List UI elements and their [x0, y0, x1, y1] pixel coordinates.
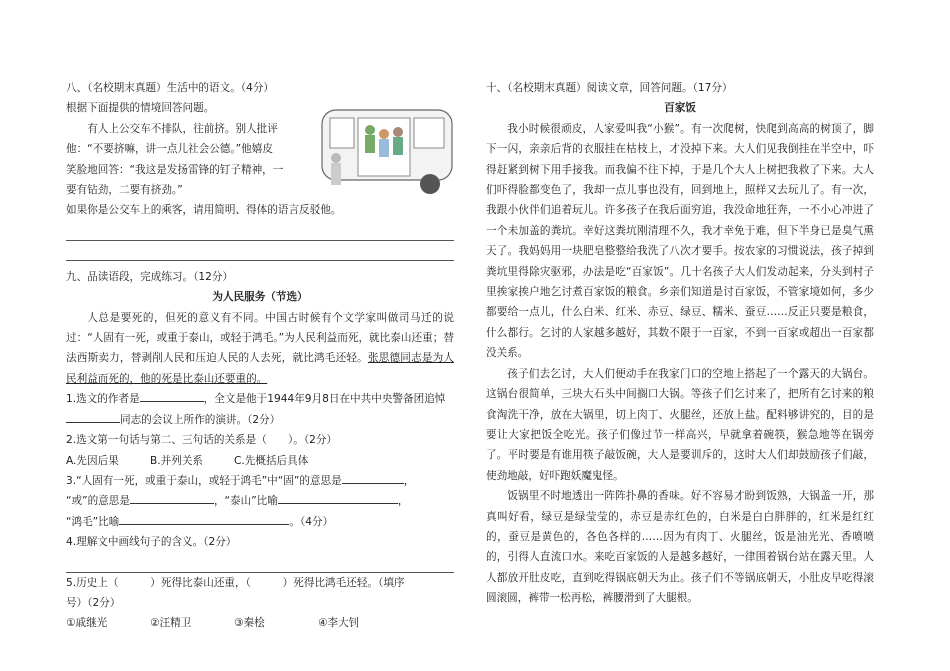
person-icon	[393, 127, 403, 137]
blank[interactable]	[130, 491, 214, 504]
q9-1	[66, 389, 454, 409]
blank[interactable]	[278, 491, 398, 504]
q9-3-text: “鸿毛”比喻	[66, 515, 120, 528]
blank[interactable]	[140, 389, 204, 402]
q9-2: 2.选文第一句话与第二、三句话的关系是（ ）。（2分）	[66, 434, 338, 447]
q8-line: 笑脸地回答：“我这是发扬雷锋的钉子精神，一	[66, 163, 284, 176]
q9-3-text: ，“泰山”比喻	[213, 495, 278, 508]
q9-1-text: ，全文是他于1944年9月8日在中共中央警备团追悼	[203, 393, 446, 406]
q8-line: 要有钻劲，二要有挤劲。”	[66, 184, 183, 197]
person-icon	[393, 137, 403, 155]
passage-body: 人总是要死的，但死的意义有不同。中国古时候有个文学家叫做司马迁的说过：“人固有一死，或重于泰山，或轻于鸿毛。”为人民利益而死，就比泰山还重；替法西斯卖力，替剥削人民和压迫人民的人去死，就比鸿毛还轻。	[66, 311, 454, 365]
q9-2-options	[66, 451, 454, 471]
q9-1-text: 1.选文的作者是	[66, 393, 140, 406]
q9-5-cont: 号）（2分）	[66, 596, 121, 609]
answer-line[interactable]	[66, 553, 454, 573]
option[interactable]: A.先因后果	[66, 454, 119, 467]
q9-5: 5.历史上（ ）死得比泰山还重，（ ）死得比鸿毛还轻。（填序	[66, 576, 405, 589]
article-paragraph: 我小时候很顽皮，人家爱叫我“小猴”。有一次爬树，快爬到高高的树顶了，脚下一闪，亲亲后背的衣服挂在枯枝上，才没掉下来。大人们见我倒挂在半空中，吓得赶紧到树下用手接我。而我偏不往下掉，于是几个大人上树把我救了下来。大人们吓得脸都变色了，我却一点儿事也没有，回到地上，照样又去玩儿了。有一次，我跟小伙伴们追着玩儿。许多孩子在我后面穷追，我没命地狂奔，一不小心冲进了一个未加盖的粪坑。幸好这粪坑刚清理不久，我才幸免于难，但下半身已是臭气熏天了。我妈妈用一块肥皂整整给我洗了八次才要手。按农家的习惯说法，孩子掉到粪坑里得除灾驱邪，办法是吃“百家饭”。几十名孩子大人们发动起来，分头到村子里挨家挨户地乞讨煮百家饭的粮食。乡亲们知道是讨百家饭，不管家境如何，多少都要给一点儿，什么白米、红米、赤豆、绿豆、糯米、蚕豆……反正只要是粮食，什么都行。乞讨的人家越多越好，其数不限于一百家，不到一百家或超出一百家都没关系。	[486, 122, 874, 360]
q9-3-text: 。（4分）	[289, 515, 334, 528]
article-title: 百家饭	[664, 102, 696, 115]
answer-line[interactable]	[66, 221, 454, 241]
q10-title: 十、（名校期末真题）阅读文章，回答问题。（17分）	[486, 82, 733, 94]
passage-text	[66, 308, 454, 390]
q9-3-cont2	[66, 512, 454, 532]
q8-intro: 根据下面提供的情境回答问题。	[66, 102, 215, 115]
bus-wheel-icon	[420, 174, 440, 194]
option[interactable]: ④李大钊	[318, 617, 360, 630]
answer-line[interactable]	[66, 241, 454, 261]
q9-1-cont	[66, 410, 454, 430]
q8-line: 他：“不要挤嘛，讲一点儿社会公德。”他嬉皮	[66, 143, 273, 156]
q9-title: 九、品读语段，完成练习。（12分）	[66, 270, 234, 283]
option[interactable]: ②汪精卫	[150, 617, 192, 630]
person-icon	[365, 135, 375, 153]
q8-title: 八、（名校期末真题）生活中的语文。（4分）	[66, 82, 275, 94]
q9-5-options	[66, 613, 454, 633]
q9-3-cont: “或”的意思是 ，“泰山”比喻 ，	[66, 491, 454, 511]
blank[interactable]	[66, 410, 120, 423]
passage-title: 为人民服务（节选）	[212, 291, 308, 304]
q8-line: 有人上公交车不排队，往前挤。别人批评	[87, 122, 278, 135]
blank[interactable]	[119, 512, 289, 525]
q9-3: 3.“人固有一死，或重于泰山，或轻于鸿毛”中“固”的意思是 ，	[66, 471, 454, 491]
option[interactable]: ③秦桧	[234, 617, 265, 630]
option[interactable]: C.先概括后具体	[234, 454, 309, 467]
option[interactable]: B.并列关系	[150, 454, 204, 467]
bus-passengers-illustration	[318, 106, 456, 206]
q8-prompt: 如果你是公交车上的乘客，请用简明、得体的语言反驳他。	[66, 204, 342, 217]
person-icon	[365, 125, 375, 135]
underlined-sentence: 张思德同志是为人民利益而死的，他的死是比泰山还要重的。	[66, 352, 455, 385]
article-paragraph: 饭锅里不时地透出一阵阵扑鼻的香味。好不容易才盼到饭熟，大锅盖一开，那真叫好看，绿豆是绿莹莹的，赤豆是赤红色的，白米是白白胖胖的，红米是红红的，蚕豆是黄色的，各色各样的……因为有肉丁、火腿丝，饭是油光光、香喷喷的，引得人直流口水。来吃百家饭的人是越多越好，一律围着锅台站在露天里。人人都放开肚皮吃，直到吃得锅底朝天为止。孩子们不等锅底朝天，小肚皮早吃得滚圆滚圆，裤带一松再松，裤腰滑到了大腿根。	[486, 490, 874, 605]
person-icon	[331, 153, 341, 163]
article-paragraph: 孩子们去乞讨，大人们便动手在我家门口的空地上搭起了一个露天的大锅台。这锅台很简单，三块大石头中间搁口大锅。等孩子们乞讨来了，把所有乞讨来的粮食淘洗干净，放在大锅里，切上肉丁、火腿丝，还放上盐。配料够讲究的，目的是要让大家把饭全吃光。孩子们像过节一样高兴，早就拿着碗筷，猴急地等在锅旁了。平时要是有谁用筷子敲饭碗，大人是要训斥的，这时大人们却鼓励孩子们敲，使劲地敲，好吓跑妖魔鬼怪。	[486, 367, 874, 482]
q9-3-text: “或”的意思是	[66, 495, 130, 508]
bus-window-icon	[414, 118, 444, 148]
person-icon	[379, 129, 389, 139]
bus-window-icon	[330, 118, 354, 148]
q9-1-text: 同志的会议上所作的演讲。（2分）	[120, 413, 281, 426]
right-column	[486, 78, 874, 609]
option[interactable]: ①戚继光	[66, 617, 108, 630]
q9-4: 4.理解文中画线句子的含义。（2分）	[66, 536, 237, 549]
person-icon	[379, 139, 389, 157]
person-icon	[331, 163, 341, 185]
blank[interactable]	[342, 471, 404, 484]
q9-3-text: 3.“人固有一死，或重于泰山，或轻于鸿毛”中“固”的意思是	[66, 474, 342, 487]
